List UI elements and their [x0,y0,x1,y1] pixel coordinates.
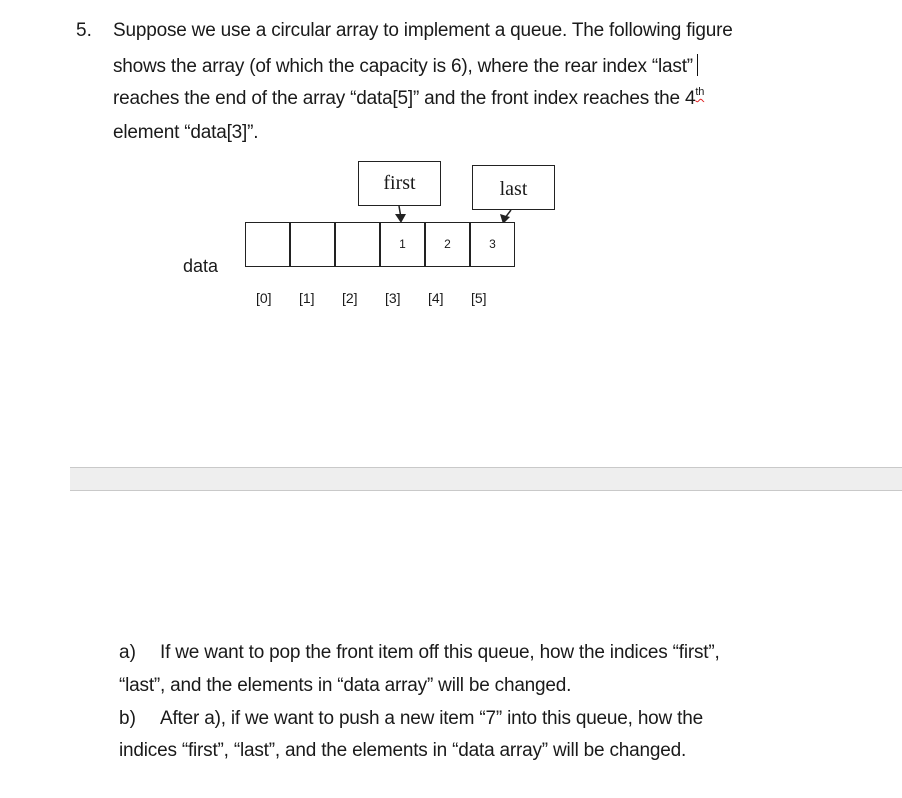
subquestion-b-line-1: After a), if we want to push a new item “7” into this queue, how the [160,708,703,729]
subquestion-a-line-2: “last”, and the elements in “data array” will be changed. [119,675,572,696]
question-text-line-2: shows the array (of which the capacity is 6), where the rear index “last” [113,56,693,77]
array-index-0: [0] [256,290,272,306]
subquestion-a-line-1: If we want to pop the front item off this queue, how the indices “first”, [160,642,720,663]
array-index-3: [3] [385,290,401,306]
subquestion-a-letter: a) [119,642,136,663]
array-cell-5: 3 [470,222,515,267]
last-pointer-label: last [499,178,528,200]
question-text-line-4: element “data[3]”. [113,122,259,143]
array-cell-4: 2 [425,222,470,267]
array-index-1: [1] [299,290,315,306]
array-name-label: data [183,256,219,276]
question-number: 5. [76,20,92,41]
question-text-line-1: Suppose we use a circular array to implement a queue. The following figure [113,20,733,41]
spellcheck-ordinal: th [695,86,705,98]
array-index-5: [5] [471,290,487,306]
question-text-line-3-main: reaches the end of the array “data[5]” and the front index reaches the 4 [113,88,696,109]
array-cell-3: 1 [380,222,425,267]
array-cell-0 [245,222,290,267]
page-break-separator [70,467,902,491]
array-cell-2 [335,222,380,267]
array-cell-1 [290,222,335,267]
first-pointer-label: first [383,172,416,194]
array-index-2: [2] [342,290,358,306]
subquestion-b-line-2: indices “first”, “last”, and the elements in “data array” will be changed. [119,740,687,761]
subquestion-b-letter: b) [119,708,136,729]
array-index-4: [4] [428,290,444,306]
